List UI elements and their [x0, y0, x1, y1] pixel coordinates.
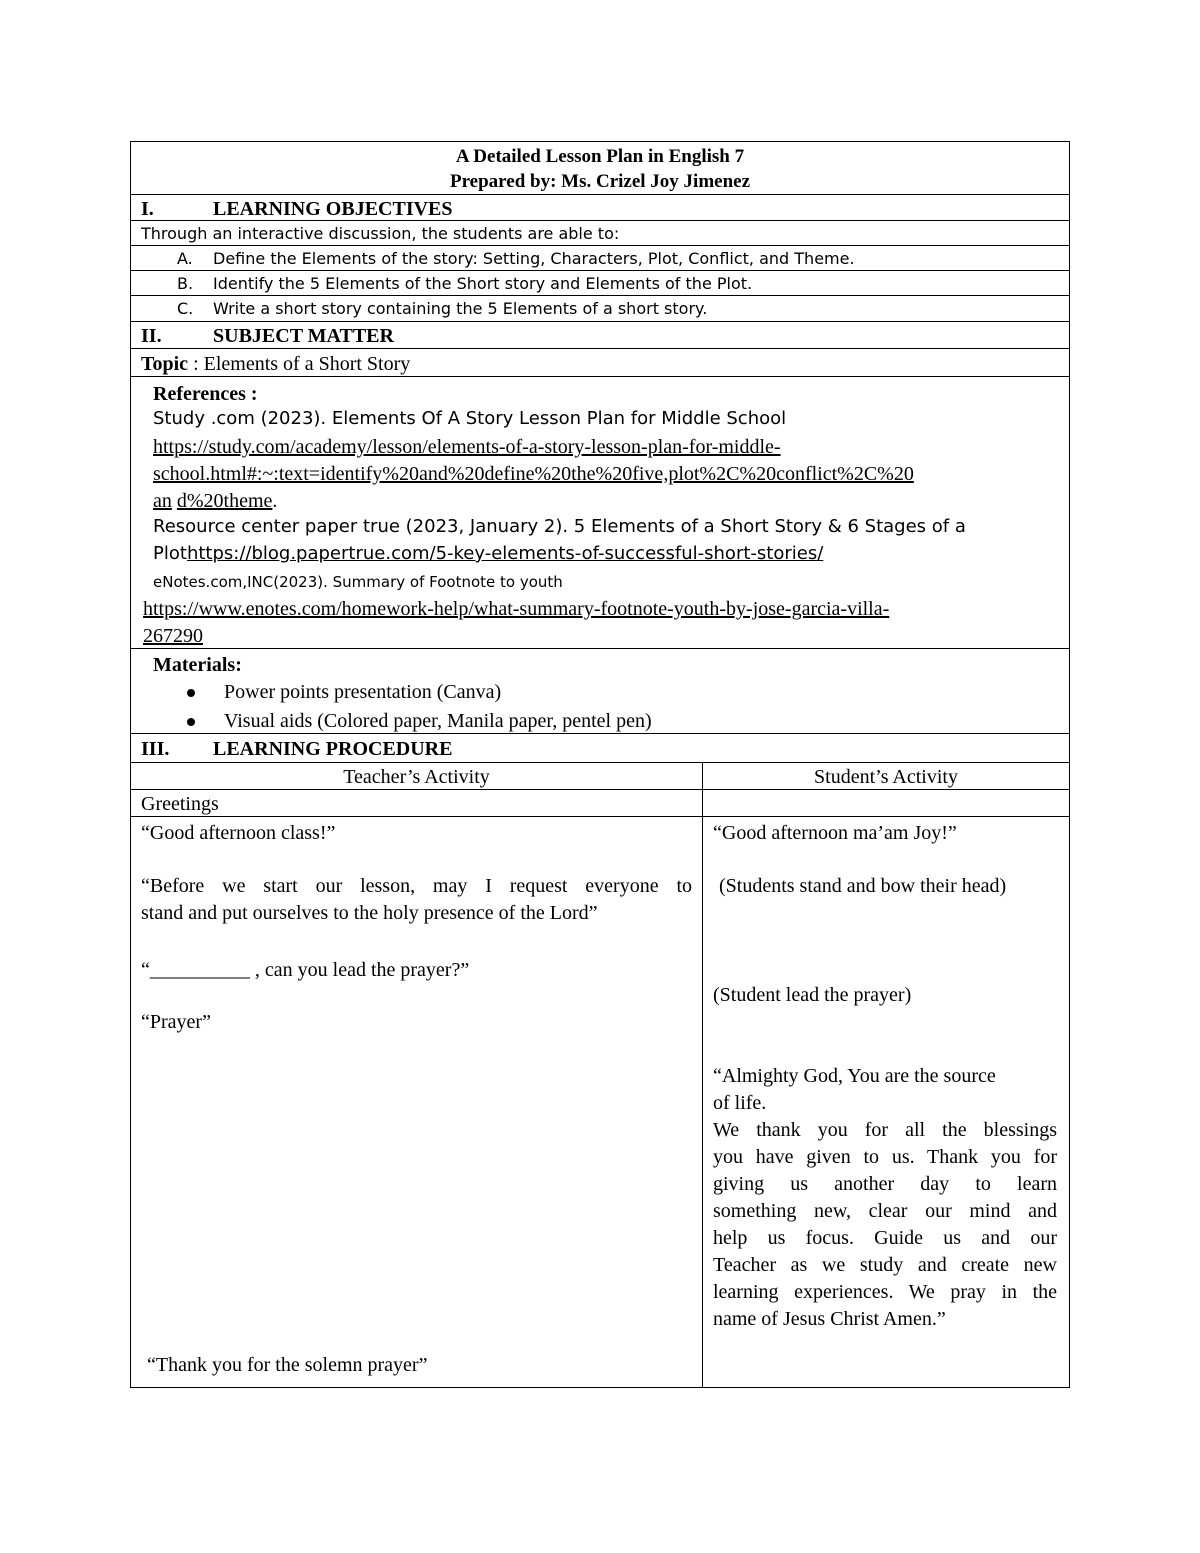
references-row	[131, 377, 1069, 649]
reference-link[interactable]: school.html#:~:text=identify%20and%20define%20the%20five,plot%2C%20conflict%2C%20	[153, 463, 914, 485]
section-number: II.	[141, 325, 162, 347]
student-prayer-line: you have given to us. Thank you for	[713, 1146, 1057, 1168]
objective-text: Identify the 5 Elements of the Short story and Elements of the Plot.	[213, 274, 753, 293]
teacher-lead-prompt: “__________ , can you lead the prayer?”	[141, 959, 470, 981]
student-greeting: “Good afternoon ma’am Joy!”	[713, 822, 957, 844]
student-prayer-line: name of Jesus Christ Amen.”	[713, 1308, 946, 1330]
section-title: LEARNING PROCEDURE	[213, 738, 453, 760]
student-lead: (Student lead the prayer)	[713, 984, 912, 1006]
objective-row-b	[131, 271, 1069, 296]
teacher-greeting: “Good afternoon class!”	[141, 822, 336, 844]
teacher-request-line: “Before we start our lesson, may I request everyone to	[141, 875, 692, 897]
material-item: Power points presentation (Canva)	[224, 681, 502, 703]
objective-letter: B.	[177, 274, 194, 293]
prepared-by: Prepared by: Ms. Crizel Joy Jimenez	[449, 171, 751, 192]
teacher-thanks: “Thank you for the solemn prayer”	[147, 1354, 428, 1376]
bullet-icon	[187, 718, 195, 726]
phase-label: Greetings	[141, 793, 219, 815]
objectives-intro: Through an interactive discussion, the students are able to:	[141, 224, 620, 243]
bullet-icon	[187, 689, 195, 697]
column-divider	[702, 763, 703, 1387]
material-item: Visual aids (Colored paper, Manila paper, pentel pen)	[224, 710, 652, 732]
reference-link[interactable]: https://www.enotes.com/homework-help/what-summary-footnote-youth-by-jose-garcia-villa-	[143, 598, 890, 620]
topic	[141, 354, 410, 374]
subject-heading-row	[131, 322, 1069, 349]
activity-header-row	[131, 763, 1069, 790]
teacher-request-line: stand and put ourselves to the holy presence of the Lord”	[141, 902, 598, 924]
reference-text	[153, 545, 823, 563]
objective-text: Write a short story containing the 5 Elements of a short story.	[213, 299, 708, 318]
topic-label: Topic	[141, 353, 189, 375]
reference-plot: Plot	[153, 543, 187, 564]
reference-link[interactable]: d%20theme	[176, 490, 273, 512]
student-activity-header: Student’s Activity	[814, 766, 958, 788]
section-number: I.	[141, 198, 154, 220]
objective-letter: A.	[177, 249, 193, 268]
objectives-heading-row	[131, 195, 1069, 221]
objective-letter: C.	[177, 299, 194, 318]
student-prayer-line: Teacher as we study and create new	[713, 1254, 1057, 1276]
reference-period: .	[272, 490, 278, 512]
teacher-prayer: “Prayer”	[141, 1011, 211, 1033]
header-row	[131, 142, 1069, 195]
reference-link[interactable]: https://blog.papertrue.com/5-key-elements-of-successful-short-stories/	[186, 543, 824, 564]
reference-text: Resource center paper true (2023, January 2). 5 Elements of a Short Story & 6 Stages of a	[153, 516, 966, 537]
student-prayer-line: of life.	[713, 1092, 767, 1114]
materials-row	[131, 649, 1069, 734]
references-label: References :	[153, 383, 258, 405]
lesson-plan-table	[130, 141, 1070, 1388]
objective-row-a	[131, 246, 1069, 271]
reference-link-tail	[153, 491, 277, 511]
teacher-activity-header: Teacher’s Activity	[343, 766, 490, 788]
student-prayer-line: learning experiences. We pray in the	[713, 1281, 1057, 1303]
section-number: III.	[141, 738, 170, 760]
topic-value: : Elements of a Short Story	[188, 353, 411, 375]
reference-link[interactable]: an	[153, 490, 172, 512]
reference-text: Study .com (2023). Elements Of A Story Lesson Plan for Middle School	[153, 408, 787, 429]
reference-link[interactable]: 267290	[143, 625, 203, 647]
reference-link[interactable]: https://study.com/academy/lesson/elements-of-a-story-lesson-plan-for-middle-	[153, 436, 781, 458]
student-prayer-line: We thank you for all the blessings	[713, 1119, 1057, 1141]
student-prayer-line: “Almighty God, You are the source	[713, 1065, 996, 1087]
section-title: SUBJECT MATTER	[213, 325, 394, 347]
document-title: A Detailed Lesson Plan in English 7	[455, 146, 745, 167]
objectives-intro-row	[131, 221, 1069, 246]
student-prayer-line: help us focus. Guide us and our	[713, 1227, 1057, 1249]
greetings-row	[131, 790, 1069, 817]
section-title: LEARNING OBJECTIVES	[213, 198, 453, 220]
reference-text: eNotes.com,INC(2023). Summary of Footnote to youth	[153, 573, 563, 591]
objective-text: Define the Elements of the story: Setting, Characters, Plot, Conflict, and Theme.	[213, 249, 855, 268]
topic-row	[131, 349, 1069, 377]
student-prayer-line: something new, clear our mind and	[713, 1200, 1057, 1222]
student-prayer-line: giving us another day to learn	[713, 1173, 1057, 1195]
student-stand: (Students stand and bow their head)	[719, 875, 1007, 897]
objective-row-c	[131, 296, 1069, 322]
procedure-heading-row	[131, 734, 1069, 763]
materials-label: Materials:	[153, 654, 242, 676]
